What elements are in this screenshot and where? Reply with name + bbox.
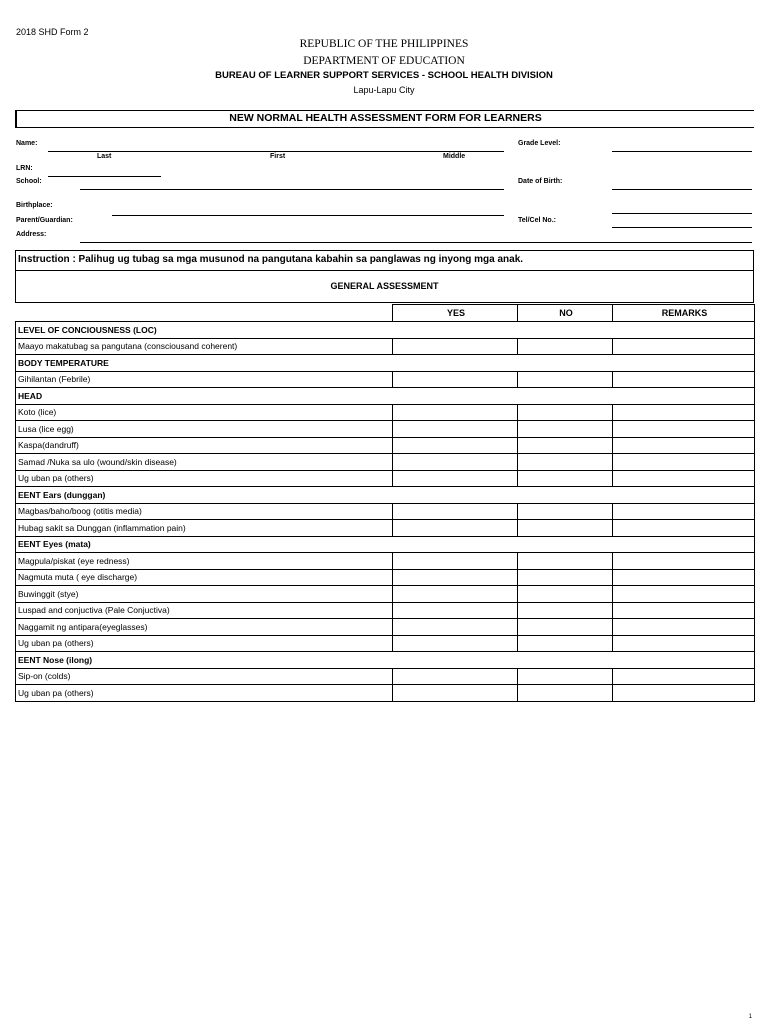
item-label: Hubag sakit sa Dunggan (inflammation pain) [16,520,393,537]
section-label: HEAD [16,388,755,405]
header-bureau: BUREAU OF LEARNER SUPPORT SERVICES - SCHOOL HEALTH DIVISION [215,70,553,81]
address-field[interactable] [80,242,752,243]
no-cell[interactable] [518,437,613,454]
table-row [16,421,755,438]
item-label: Magbas/baho/boog (otitis media) [16,503,393,520]
yes-cell[interactable] [393,520,518,537]
remarks-cell[interactable] [613,454,755,471]
yes-cell[interactable] [393,421,518,438]
assessment-table [15,304,755,702]
school-field[interactable] [80,189,504,190]
table-row [16,503,755,520]
no-cell[interactable] [518,338,613,355]
remarks-cell[interactable] [613,635,755,652]
birthplace-extra-line[interactable] [612,213,752,214]
no-cell[interactable] [518,454,613,471]
table-row [16,668,755,685]
date-of-birth-field[interactable] [612,189,752,190]
yes-column-header: YES [393,305,518,322]
remarks-cell[interactable] [613,437,755,454]
header-city: Lapu-Lapu City [353,85,415,95]
remarks-cell[interactable] [613,586,755,603]
no-cell[interactable] [518,404,613,421]
yes-cell[interactable] [393,503,518,520]
remarks-column-header: REMARKS [613,305,755,322]
item-label: Lusa (lice egg) [16,421,393,438]
item-label: Gihilantan (Febrile) [16,371,393,388]
middle-sublabel: Middle [443,153,466,160]
remarks-cell[interactable] [613,338,755,355]
remarks-cell[interactable] [613,520,755,537]
no-cell[interactable] [518,470,613,487]
remarks-cell[interactable] [613,668,755,685]
header-blank-cell [16,305,393,322]
yes-cell[interactable] [393,586,518,603]
page-number: 1 [748,1014,752,1020]
table-row [16,520,755,537]
no-cell[interactable] [518,421,613,438]
item-label: Maayo makatubag sa pangutana (consciousand coherent) [16,338,393,355]
section-label: EENT Nose (ilong) [16,652,755,669]
yes-cell[interactable] [393,602,518,619]
lrn-label: LRN: [16,165,33,172]
section-label: LEVEL OF CONCIOUSNESS (LOC) [16,322,755,339]
instruction-box: Instruction : Palihug ug tubag sa mga musunod na pangutana kabahin sa panglawas ng inyong mga anak. [15,250,754,271]
table-header-row [16,305,755,322]
table-row [16,371,755,388]
yes-cell[interactable] [393,454,518,471]
form-title: NEW NORMAL HEALTH ASSESSMENT FORM FOR LEARNERS [15,110,754,128]
tel-cel-field[interactable] [612,227,752,228]
general-assessment-heading: GENERAL ASSESSMENT [15,271,754,303]
section-label: BODY TEMPERATURE [16,355,755,372]
date-of-birth-label: Date of Birth: [518,178,563,185]
item-label: Sip-on (colds) [16,668,393,685]
section-row [16,487,755,504]
table-row [16,569,755,586]
table-row [16,553,755,570]
remarks-cell[interactable] [613,685,755,702]
item-label: Koto (lice) [16,404,393,421]
header-republic: REPUBLIC OF THE PHILIPPINES [299,38,469,50]
first-sublabel: First [270,153,286,160]
remarks-cell[interactable] [613,602,755,619]
section-row [16,536,755,553]
yes-cell[interactable] [393,470,518,487]
no-column-header: NO [518,305,613,322]
item-label: Luspad and conjuctiva (Pale Conjuctiva) [16,602,393,619]
table-row [16,404,755,421]
remarks-cell[interactable] [613,421,755,438]
item-label: Naggamit ng antipara(eyeglasses) [16,619,393,636]
no-cell[interactable] [518,520,613,537]
no-cell[interactable] [518,553,613,570]
table-row [16,338,755,355]
form-code: 2018 SHD Form 2 [16,27,89,37]
no-cell[interactable] [518,619,613,636]
remarks-cell[interactable] [613,553,755,570]
no-cell[interactable] [518,586,613,603]
yes-cell[interactable] [393,668,518,685]
no-cell[interactable] [518,503,613,520]
item-label: Magpula/piskat (eye redness) [16,553,393,570]
table-row [16,685,755,702]
remarks-cell[interactable] [613,404,755,421]
table-row [16,470,755,487]
parent-guardian-label: Parent/Guardian: [16,217,73,224]
item-label: Nagmuta muta ( eye discharge) [16,569,393,586]
item-label: Ug uban pa (others) [16,635,393,652]
no-cell[interactable] [518,635,613,652]
parent-guardian-field[interactable] [112,215,504,216]
yes-cell[interactable] [393,569,518,586]
item-label: Ug uban pa (others) [16,685,393,702]
yes-cell[interactable] [393,553,518,570]
section-label: EENT Eyes (mata) [16,536,755,553]
header-department: DEPARTMENT OF EDUCATION [303,55,465,67]
table-row [16,437,755,454]
remarks-cell[interactable] [613,619,755,636]
no-cell[interactable] [518,685,613,702]
grade-level-label: Grade Level: [518,140,561,147]
lrn-field[interactable] [48,176,161,177]
name-label: Name: [16,140,38,147]
item-label: Buwinggit (stye) [16,586,393,603]
no-cell[interactable] [518,602,613,619]
yes-cell[interactable] [393,437,518,454]
remarks-cell[interactable] [613,569,755,586]
remarks-cell[interactable] [613,470,755,487]
tel-cel-label: Tel/Cel No.: [518,217,556,224]
yes-cell[interactable] [393,619,518,636]
yes-cell[interactable] [393,635,518,652]
yes-cell[interactable] [393,404,518,421]
table-row [16,586,755,603]
no-cell[interactable] [518,569,613,586]
section-row [16,652,755,669]
table-row [16,635,755,652]
no-cell[interactable] [518,371,613,388]
section-row [16,388,755,405]
table-row [16,454,755,471]
grade-level-field[interactable] [612,151,752,152]
last-sublabel: Last [97,153,112,160]
name-field[interactable] [48,151,504,152]
yes-cell[interactable] [393,338,518,355]
item-label: Kaspa(dandruff) [16,437,393,454]
table-row [16,602,755,619]
table-row [16,619,755,636]
item-label: Ug uban pa (others) [16,470,393,487]
yes-cell[interactable] [393,685,518,702]
section-row [16,355,755,372]
remarks-cell[interactable] [613,503,755,520]
section-label: EENT Ears (dunggan) [16,487,755,504]
section-row [16,322,755,339]
birthplace-label: Birthplace: [16,202,53,209]
yes-cell[interactable] [393,371,518,388]
address-label: Address: [16,231,47,238]
no-cell[interactable] [518,668,613,685]
remarks-cell[interactable] [613,371,755,388]
school-label: School: [16,178,42,185]
item-label: Samad /Nuka sa ulo (wound/skin disease) [16,454,393,471]
